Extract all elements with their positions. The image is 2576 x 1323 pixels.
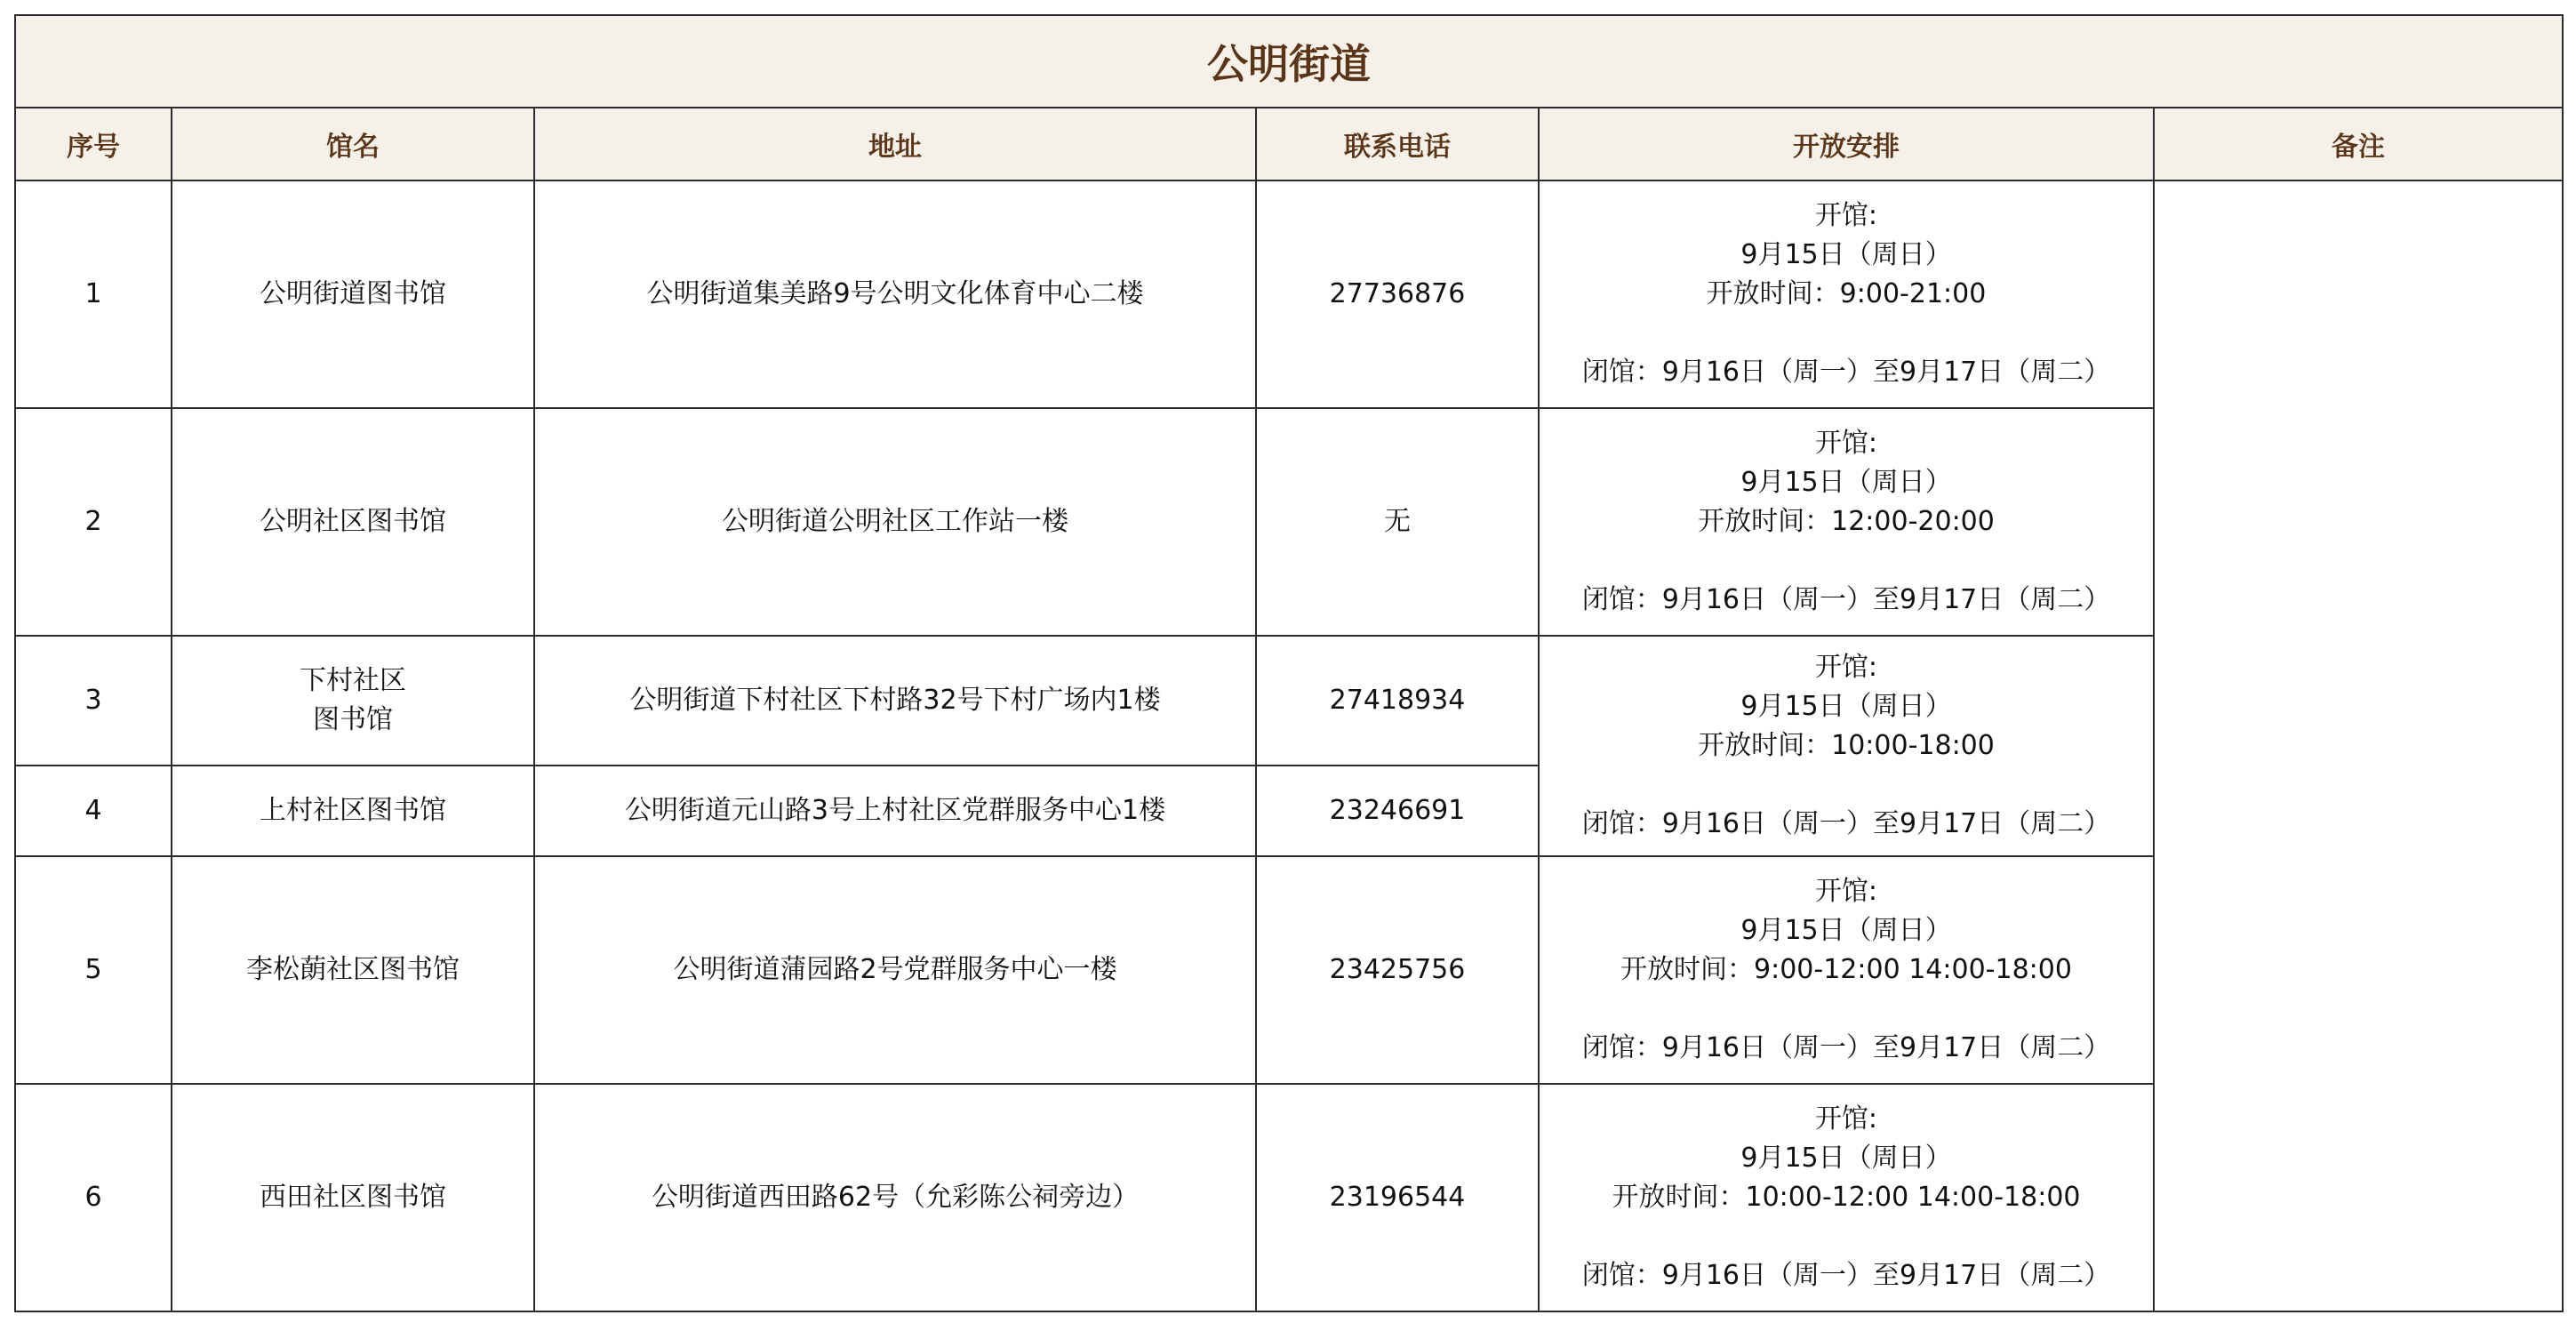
library-name-line: 下村社区 (300, 665, 406, 696)
row-no: 3 (15, 636, 172, 766)
row-phone: 27418934 (1256, 636, 1539, 766)
open-hours: 开放时间：12:00-20:00 (1698, 506, 1995, 537)
remarks-cell (2154, 180, 2563, 1311)
spacer (1540, 314, 2153, 353)
open-label: 开馆: (1814, 428, 1878, 459)
open-hours: 开放时间：10:00-18:00 (1698, 730, 1995, 761)
row-no: 1 (15, 180, 172, 408)
open-label: 开馆: (1814, 876, 1878, 907)
row-no: 5 (15, 856, 172, 1084)
row-address: 公明街道下村社区下村路32号下村广场内1楼 (534, 636, 1256, 766)
closed-dates: 闭馆：9月16日（周一）至9月17日（周二） (1581, 808, 2111, 839)
row-no: 6 (15, 1084, 172, 1311)
spacer (1540, 1217, 2153, 1256)
open-date: 9月15日（周日） (1740, 467, 1952, 498)
row-phone: 23196544 (1256, 1084, 1539, 1311)
row-library-name: 公明街道图书馆 (172, 180, 534, 408)
header-no: 序号 (15, 108, 172, 180)
spacer (1540, 766, 2153, 805)
row-no: 2 (15, 408, 172, 636)
row-library-name (172, 636, 534, 766)
open-date: 9月15日（周日） (1740, 691, 1952, 722)
spacer (1540, 541, 2153, 581)
row-no: 4 (15, 766, 172, 856)
row-schedule (1539, 636, 2154, 856)
row-schedule (1539, 856, 2154, 1084)
row-schedule (1539, 180, 2154, 408)
open-date: 9月15日（周日） (1740, 239, 1952, 270)
open-hours: 开放时间：9:00-12:00 14:00-18:00 (1620, 954, 2072, 985)
closed-dates: 闭馆：9月16日（周一）至9月17日（周二） (1581, 1260, 2111, 1291)
library-name-line: 图书馆 (313, 704, 393, 735)
row-address: 公明街道蒲园路2号党群服务中心一楼 (534, 856, 1256, 1084)
closed-dates: 闭馆：9月16日（周一）至9月17日（周二） (1581, 1032, 2111, 1063)
table-title: 公明街道 (15, 15, 2563, 108)
row-schedule (1539, 1084, 2154, 1311)
row-phone: 无 (1256, 408, 1539, 636)
header-remarks: 备注 (2154, 108, 2563, 180)
closed-dates: 闭馆：9月16日（周一）至9月17日（周二） (1581, 357, 2111, 388)
row-library-name: 李松蓢社区图书馆 (172, 856, 534, 1084)
row-phone: 23246691 (1256, 766, 1539, 856)
open-hours: 开放时间：9:00-21:00 (1706, 278, 1987, 309)
spacer (1540, 990, 2153, 1029)
row-phone: 27736876 (1256, 180, 1539, 408)
row-schedule (1539, 408, 2154, 636)
row-library-name: 西田社区图书馆 (172, 1084, 534, 1311)
open-date: 9月15日（周日） (1740, 1143, 1952, 1174)
open-hours: 开放时间：10:00-12:00 14:00-18:00 (1612, 1182, 2081, 1213)
header-address: 地址 (534, 108, 1256, 180)
row-library-name: 上村社区图书馆 (172, 766, 534, 856)
header-phone: 联系电话 (1256, 108, 1539, 180)
table-row (15, 180, 2563, 408)
closed-dates: 闭馆：9月16日（周一）至9月17日（周二） (1581, 584, 2111, 615)
header-name: 馆名 (172, 108, 534, 180)
row-library-name: 公明社区图书馆 (172, 408, 534, 636)
header-row (15, 108, 2563, 180)
row-address: 公明街道公明社区工作站一楼 (534, 408, 1256, 636)
open-label: 开馆: (1814, 200, 1878, 231)
header-schedule: 开放安排 (1539, 108, 2154, 180)
open-label: 开馆: (1814, 1103, 1878, 1135)
row-address: 公明街道西田路62号（允彩陈公祠旁边） (534, 1084, 1256, 1311)
row-address: 公明街道元山路3号上村社区党群服务中心1楼 (534, 766, 1256, 856)
row-address: 公明街道集美路9号公明文化体育中心二楼 (534, 180, 1256, 408)
library-schedule-table (14, 14, 2564, 1312)
open-date: 9月15日（周日） (1740, 915, 1952, 946)
open-label: 开馆: (1814, 652, 1878, 683)
row-phone: 23425756 (1256, 856, 1539, 1084)
